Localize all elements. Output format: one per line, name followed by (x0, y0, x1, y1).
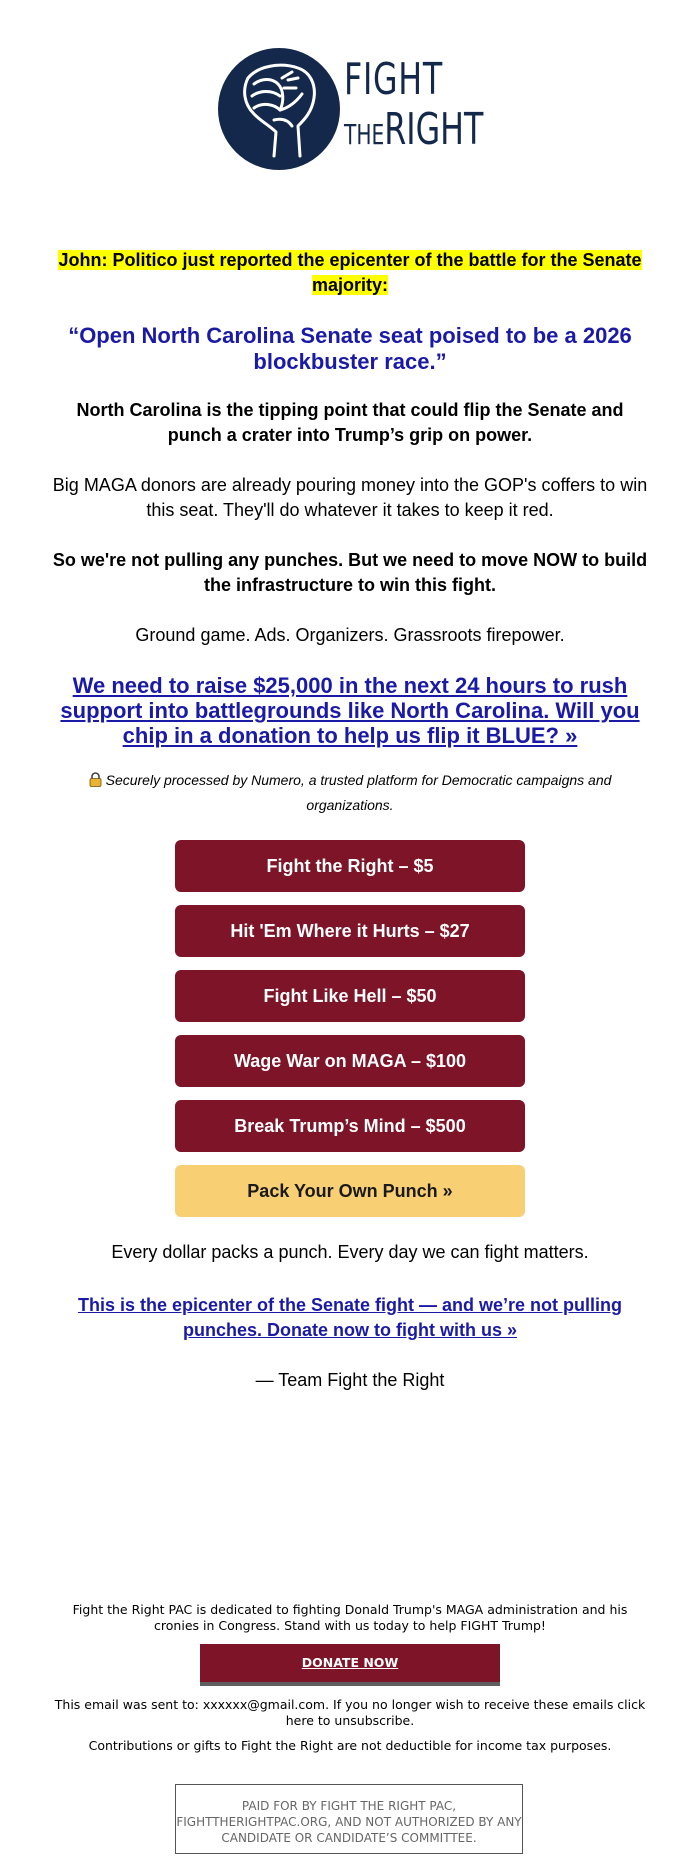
raised-fist-icon (218, 48, 340, 170)
closing-cta-link[interactable]: This is the epicenter of the Senate fight — and we’re not pulling punches. Donate now to fight with us » (77, 1295, 623, 1340)
donation-cta (50, 673, 650, 748)
logo-circle (218, 48, 340, 170)
footer-sent-to[interactable] (50, 1697, 650, 1729)
logo-word-right: RIGHT (384, 104, 484, 155)
fight-the-right-logo[interactable] (218, 48, 482, 172)
paragraph-maga-donors: Big MAGA donors are already pouring money into the GOP's coffers to win this seat. They'll do whatever it takes to keep it red. (52, 475, 648, 520)
paragraph-ground-game: Ground game. Ads. Organizers. Grassroots firepower. (135, 625, 565, 645)
donate-50-button[interactable]: Fight Like Hell – $50 (175, 970, 525, 1022)
lock-icon (89, 772, 102, 787)
every-dollar-text: Every dollar packs a punch. Every day we can fight matters. (111, 1242, 589, 1262)
donation-buttons (175, 840, 525, 1230)
secure-note (50, 768, 650, 818)
paragraph-no-punches: So we're not pulling any punches. But we need to move NOW to build the infrastructure to win this fight. (52, 550, 648, 595)
footer-sent-to-text[interactable]: This email was sent to: xxxxxx@gmail.com. If you no longer wish to receive these emails click here to unsubscribe. (54, 1697, 646, 1728)
secure-note-text: Securely processed by Numero, a trusted platform for Democratic campaigns and organizations. (105, 772, 612, 813)
donate-500-button[interactable]: Break Trump’s Mind – $500 (175, 1100, 525, 1152)
paid-for-disclaimer: PAID FOR BY FIGHT THE RIGHT PAC, FIGHTTHERIGHTPAC.ORG, AND NOT AUTHORIZED BY ANY CANDIDATE OR CANDIDATE’S COMMITTEE. (175, 1784, 523, 1854)
logo-line-fight: FIGHT (344, 54, 443, 105)
logo-word-the: THE (344, 118, 385, 151)
signoff: — Team Fight the Right (255, 1370, 445, 1390)
intro-highlight: John: Politico just reported the epicenter of the battle for the Senate majority: (58, 250, 642, 295)
donation-cta-link[interactable]: We need to raise $25,000 in the next 24 hours to rush support into battlegrounds like North Carolina. Will you chip in a donation to help us flip it BLUE? » (60, 673, 640, 748)
paragraph-tipping-point: North Carolina is the tipping point that could flip the Senate and punch a crater into Trump’s grip on power. (76, 400, 624, 445)
logo-line-the-right (344, 104, 484, 155)
custom-amount-button[interactable]: Pack Your Own Punch » (175, 1165, 525, 1217)
politico-quote: “Open North Carolina Senate seat poised to be a 2026 blockbuster race.” (68, 323, 632, 374)
donate-5-button[interactable]: Fight the Right – $5 (175, 840, 525, 892)
logo-wordmark (344, 54, 537, 155)
donate-100-button[interactable]: Wage War on MAGA – $100 (175, 1035, 525, 1087)
closing-cta (50, 1293, 650, 1343)
intro-headline (50, 248, 650, 298)
donate-now-button[interactable]: DONATE NOW (200, 1644, 500, 1686)
footer-deductible: Contributions or gifts to Fight the Right are not deductible for income tax purposes. (88, 1738, 612, 1753)
footer-mission: Fight the Right PAC is dedicated to fighting Donald Trump's MAGA administration and his cronies in Congress. Stand with us today to help FIGHT Trump! (72, 1602, 628, 1633)
donate-27-button[interactable]: Hit 'Em Where it Hurts – $27 (175, 905, 525, 957)
